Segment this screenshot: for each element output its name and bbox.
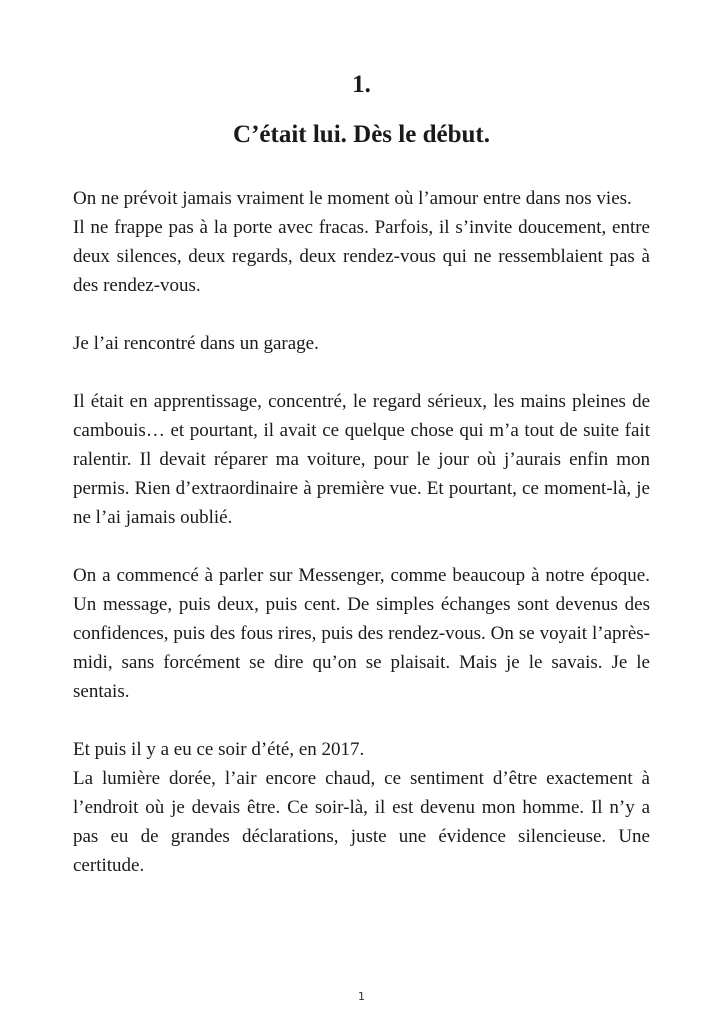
paragraph	[73, 184, 650, 300]
chapter-body	[73, 184, 650, 909]
paragraph-line: Et puis il y a eu ce soir d’été, en 2017.	[73, 739, 365, 760]
paragraph-line: Il était en apprentissage, concentré, le regard sérieux, les mains pleines de cambouis… et pourtant, il avait ce quelque chose qui m’a tout de suite fait ralentir. Il devait réparer ma voiture, pour le jour où j’aurais enfin mon permis. Rien d’extraordinaire à première vue. Et pourtant, ce moment-là, je ne l’ai jamais oublié.	[73, 391, 650, 528]
document-page	[73, 0, 650, 1024]
paragraph-line: Il ne frappe pas à la porte avec fracas. Parfois, il s’invite doucement, entre deux silences, deux regards, deux rendez-vous qui ne ressemblaient pas à des rendez-vous.	[73, 217, 650, 296]
page-number: 1	[358, 990, 365, 1003]
paragraph	[73, 387, 650, 532]
paragraph-line: On ne prévoit jamais vraiment le moment où l’amour entre dans nos vies.	[73, 188, 632, 209]
paragraph	[73, 735, 650, 880]
paragraph	[73, 329, 650, 358]
paragraph	[73, 561, 650, 706]
paragraph-line: On a commencé à parler sur Messenger, comme beaucoup à notre époque. Un message, puis deux, puis cent. De simples échanges sont devenus des confidences, puis des fous rires, puis des rendez-vous. On se voyait l’après-midi, sans forcément se dire qu’on se plaisait. Mais je le savais. Je le sentais.	[73, 565, 650, 702]
chapter-number: 1.	[352, 71, 371, 98]
paragraph-line: La lumière dorée, l’air encore chaud, ce sentiment d’être exactement à l’endroit où je devais être. Ce soir-là, il est devenu mon homme. Il n’y a pas eu de grandes déclarations, juste une évidence silencieuse. Une certitude.	[73, 768, 650, 876]
paragraph-line: Je l’ai rencontré dans un garage.	[73, 333, 319, 354]
chapter-title: C’était lui. Dès le début.	[233, 121, 490, 148]
